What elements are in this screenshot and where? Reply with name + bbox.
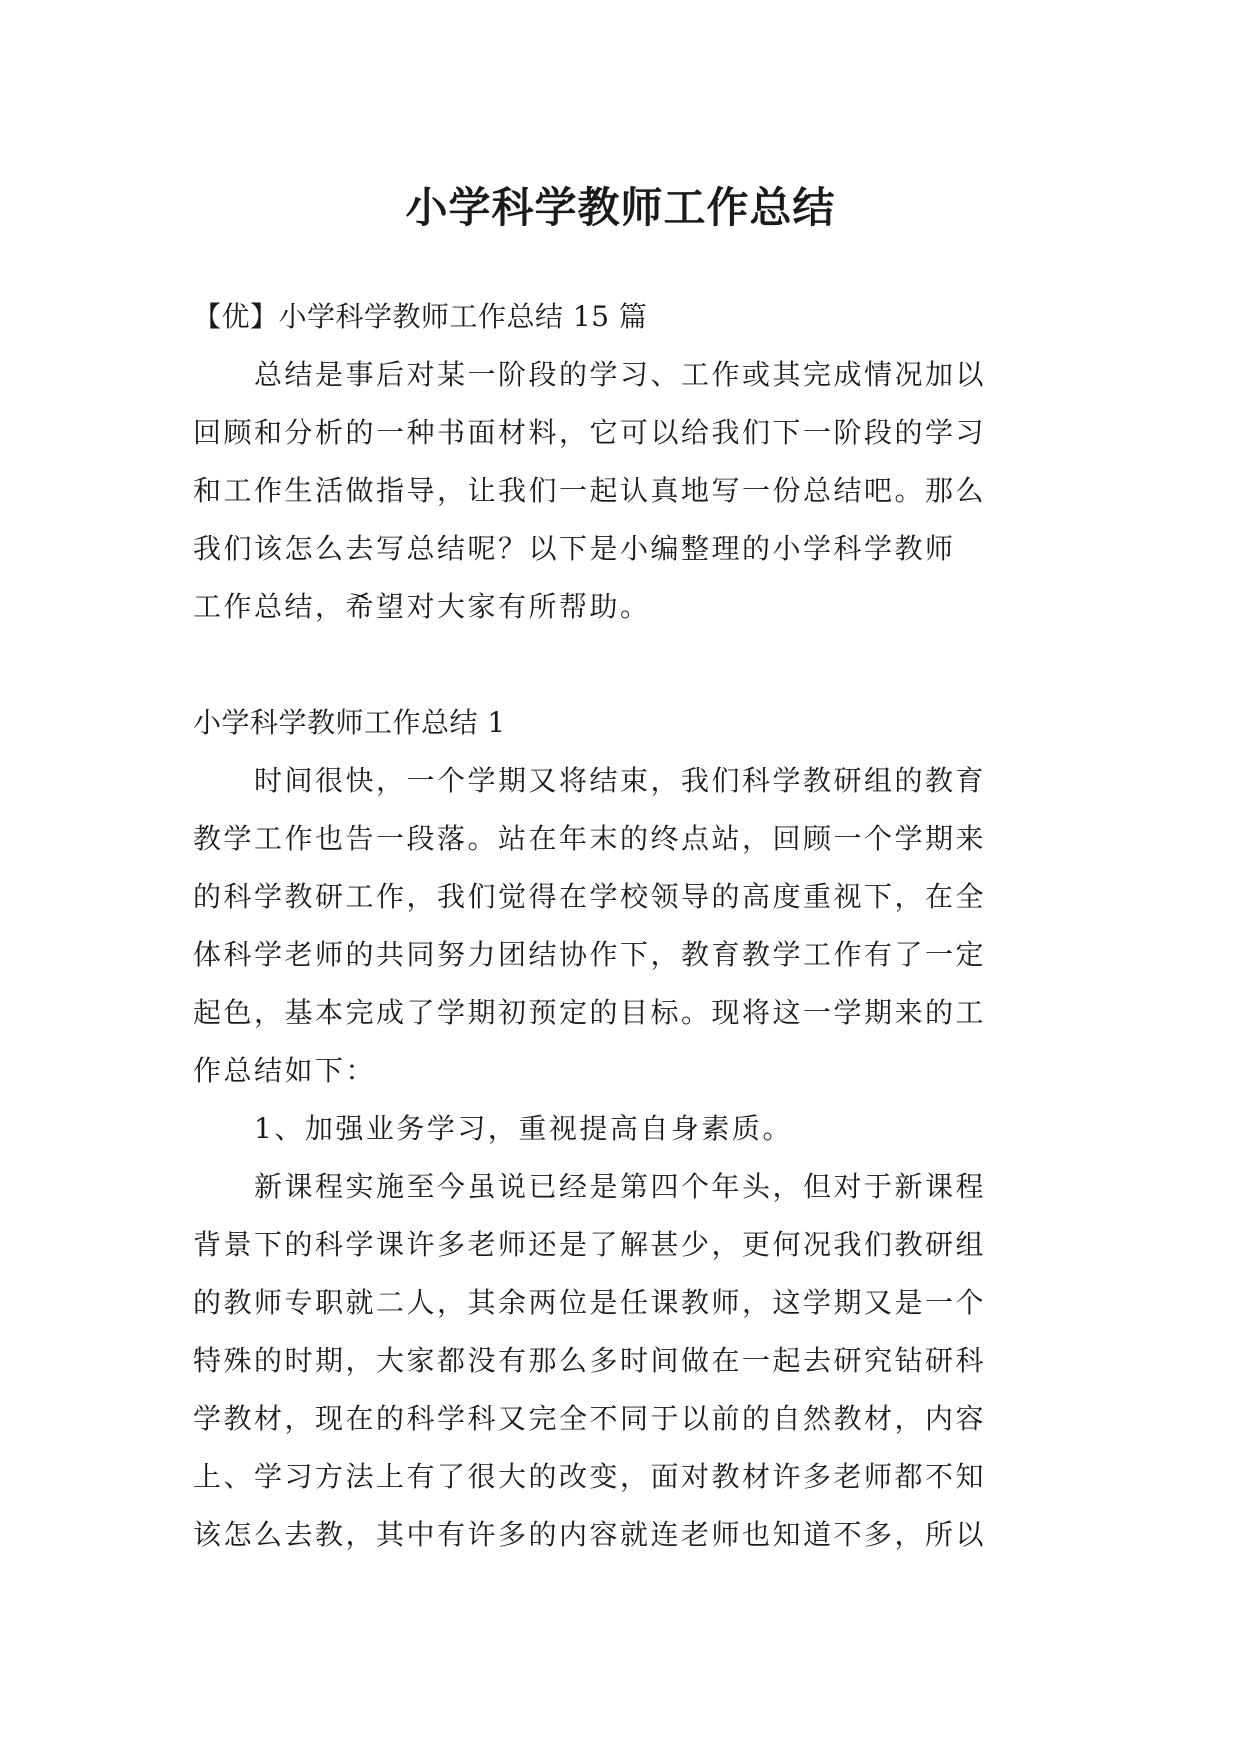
intro-paragraph (193, 346, 1055, 636)
intro-line: 回顾和分析的一种书面材料，它可以给我们下一阶段的学习 (193, 416, 987, 449)
body-line: 起色，基本完成了学期初预定的目标。现将这一学期来的工 (193, 996, 987, 1029)
body-line: 学教材，现在的科学科又完全不同于以前的自然教材，内容 (193, 1402, 987, 1435)
body-line: 的科学教研工作，我们觉得在学校领导的高度重视下，在全 (193, 880, 987, 913)
page-title: 小学科学教师工作总结 (405, 183, 836, 233)
section-body (193, 752, 1055, 1564)
section-heading: 小学科学教师工作总结 1 (193, 706, 506, 739)
body-line: 特殊的时期，大家都没有那么多时间做在一起去研究钻研科 (193, 1344, 987, 1377)
body-line: 的教师专职就二人，其余两位是任课教师，这学期又是一个 (193, 1286, 987, 1319)
intro-line: 我们该怎么去写总结呢？以下是小编整理的小学科学教师 (193, 532, 956, 565)
document-subtitle: 【优】小学科学教师工作总结 15 篇 (193, 300, 648, 333)
spacer (193, 636, 1055, 694)
body-line: 时间很快，一个学期又将结束，我们科学教研组的教育 (193, 764, 987, 797)
body-line: 教学工作也告一段落。站在年末的终点站，回顾一个学期来 (193, 822, 987, 855)
body-line: 该怎么去教，其中有许多的内容就连老师也知道不多，所以 (193, 1518, 987, 1551)
body-line: 体科学老师的共同努力团结协作下，教育教学工作有了一定 (193, 938, 987, 971)
body-line: 作总结如下： (193, 1054, 377, 1087)
intro-line: 总结是事后对某一阶段的学习、工作或其完成情况加以 (193, 358, 987, 391)
intro-line: 工作总结，希望对大家有所帮助。 (193, 590, 651, 623)
numbered-point: 1、加强业务学习，重视提高自身素质。 (193, 1112, 793, 1145)
document-body (193, 288, 1055, 1564)
body-line: 上、学习方法上有了很大的改变，面对教材许多老师都不知 (193, 1460, 987, 1493)
body-line: 新课程实施至今虽说已经是第四个年头，但对于新课程 (193, 1170, 987, 1203)
body-line: 背景下的科学课许多老师还是了解甚少，更何况我们教研组 (193, 1228, 987, 1261)
intro-line: 和工作生活做指导，让我们一起认真地写一份总结吧。那么 (193, 474, 987, 507)
